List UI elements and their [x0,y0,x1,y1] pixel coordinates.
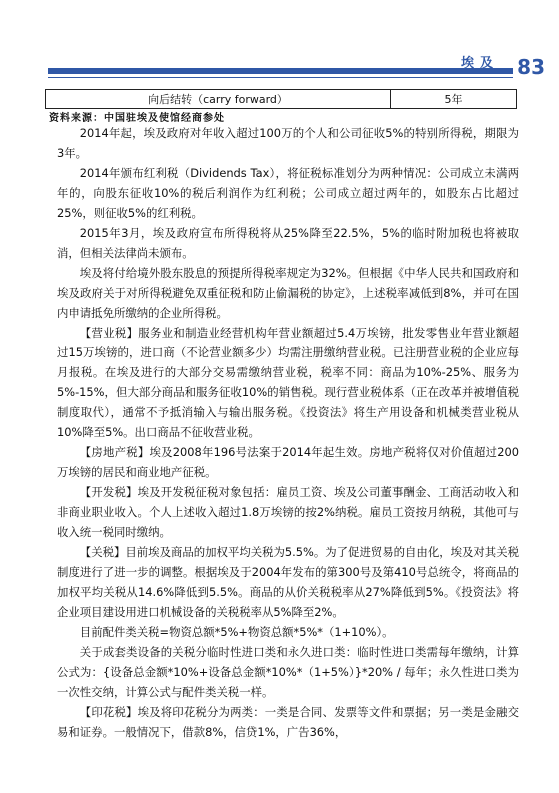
paragraph-equipment-duty: 关于成套类设备的关税分临时性进口类和永久进口类：临时性进口类需每年缴纳，计算公式为：{设备总金额*10%+设备总金额*10%*（1+5%）}*20% / 每年；永久性进口类为一次性交纳，计算公式与配件类关税一样。 [57,644,519,699]
paragraph-development-tax: 【开发税】埃及开发税征税对象包括：雇员工资、埃及公司董事酬金、工商活动收入和非商业职业收入。个人上述收入超过1.8万埃镑的按2%纳税。雇员工资按月纳税，其他可与收入统一税同时缴纳。 [57,485,519,540]
paragraph-parts-duty-formula: 目前配件类关税=物资总额*5%+物资总额*5%*（1+10%）。 [79,624,394,639]
paragraph-customs-duty: 【关税】目前埃及商品的加权平均关税为5.5%。为了促进贸易的自由化，埃及对其关税制度进行了进一步的调整。根据埃及于2004年发布的第300号及第410号总统令，将商品的加权平均关税从14.6%降低到5.5%。商品的从价关税税率从27%降低到5%。《投资法》将企业项目建设用进口机械设备的关税税率从5%降至2%。 [57,545,519,619]
header-rule-thin [48,77,513,78]
paragraph-dividends-tax: 2014年颁布红利税（Dividends Tax），将征税标准划分为两种情况：公司成立未满两年的，向股东征收10%的税后利润作为红利税；公司成立超过两年的，如股东占比超过25%，则征收5%的红利税。 [57,165,519,220]
body-text [57,124,519,743]
paragraph-real-estate-tax: 【房地产税】埃及2008年196号法案于2014年起生效。房地产税将仅对价值超过200万埃镑的居民和商业地产征税。 [57,445,519,480]
table-row [46,90,517,109]
paragraph-withholding-tax: 埃及将付给境外股东股息的预提所得税率规定为32%。但根据《中华人民共和国政府和埃及政府关于对所得税避免双重征税和防止偷漏税的协定》，上述税率减低到8%，并可在国内申请抵免所缴纳的企业所得税。 [57,265,519,320]
paragraph-business-tax: 【营业税】服务业和制造业经营机构年营业额超过5.4万埃镑，批发零售业年营业额超过15万埃镑的，进口商（不论营业额多少）均需注册缴纳营业税。已注册营业税的企业应每月报税。在埃及进行的大部分交易需缴纳营业税，税率不同：商品为10%-25%、服务为5%-15%，但大部分商品和服务征收10%的销售税。现行营业税体系（正在改革并被增值税制度取代），通常不予抵消输入与输出服务税。《投资法》将生产用设备和机械类营业税从10%降至5%。出口商品不征收营业税。 [57,325,519,440]
paragraph-special-income-tax: 2014年起，埃及政府对年收入超过100万的个人和公司征收5%的特别所得税，期限为3年。 [57,126,519,160]
source-note: 资料来源：中国驻埃及使馆经商参处 [49,113,225,124]
carry-forward-table [45,89,517,109]
page-number: 83 [517,55,545,79]
table-cell-label: 向后结转（carry forward） [46,90,391,109]
paragraph-stamp-duty: 【印花税】埃及将印花税分为两类：一类是合同、发票等文件和票据；另一类是金融交易和证券。一般情况下，借款8%，信贷1%，广告36%， [57,704,519,739]
header-rule-thick [48,68,513,74]
running-head-country: 埃及 [460,56,499,71]
paragraph-income-tax-cut: 2015年3月，埃及政府宣布所得税将从25%降至22.5%，5%的临时附加税也将被取消，但相关法律尚未颁布。 [57,225,519,260]
table-cell-value: 5年 [391,90,517,109]
header-band [48,56,513,57]
